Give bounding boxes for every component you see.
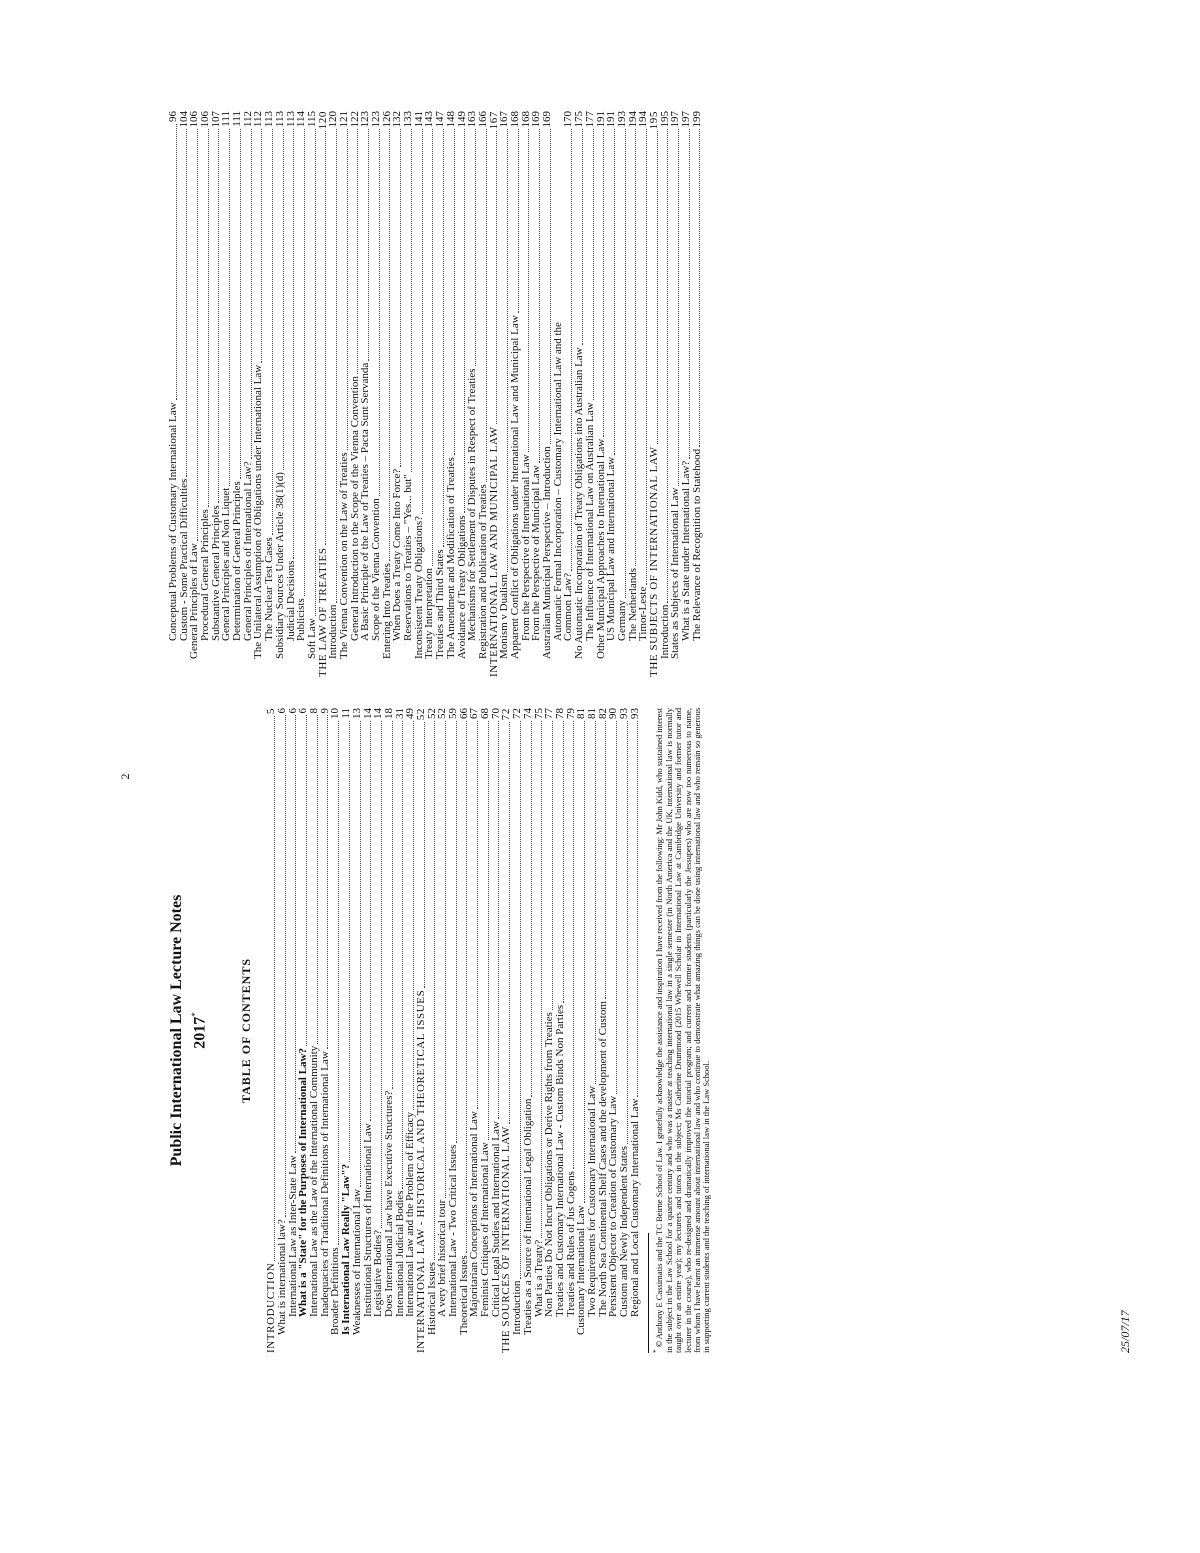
- toc-dot-leader: [349, 721, 350, 1162]
- toc-page-number: 52: [436, 708, 449, 719]
- toc-dot-leader: [347, 130, 348, 451]
- toc-dot-leader: [507, 130, 508, 573]
- toc-page-number: 167: [498, 111, 511, 128]
- toc-page-number: 114: [295, 111, 308, 128]
- toc-entry-title: International Judicial Bodies: [393, 1190, 406, 1317]
- toc-dot-leader: [646, 130, 647, 585]
- toc-page-number: 79: [564, 708, 577, 719]
- document-year: [186, 708, 209, 1353]
- toc-entry[interactable]: [318, 111, 329, 677]
- toc-dot-leader: [550, 130, 551, 445]
- toc-dot-leader: [667, 130, 668, 603]
- toc-page-number: 10: [329, 708, 342, 719]
- toc-entry-title: Inadequacies of Traditional Definitions of International Law: [318, 1051, 331, 1317]
- toc-entry-title: The Netherlands: [626, 568, 639, 641]
- toc-dot-leader: [475, 130, 476, 367]
- toc-page-number: 106: [188, 111, 201, 128]
- toc-dot-leader: [327, 716, 328, 1050]
- toc-dot-leader: [635, 130, 636, 567]
- toc-entry-title: General Principles of International Law?: [241, 461, 254, 641]
- toc-dot-leader: [261, 129, 262, 363]
- toc-entry-title: Persistent Objector to Creation of Customary Law: [607, 1095, 620, 1317]
- toc-dot-leader: [593, 130, 594, 401]
- toc-dot-leader: [357, 130, 358, 375]
- toc-dot-leader: [678, 130, 679, 486]
- toc-entry[interactable]: [501, 708, 512, 1353]
- toc-dot-leader: [456, 721, 457, 1143]
- toc-entry-title: THE LAW OF TREATIES: [316, 547, 329, 677]
- toc-dot-leader: [208, 130, 209, 508]
- toc-dot-leader: [627, 721, 628, 1144]
- toc-dot-leader: [424, 722, 425, 987]
- footnote: [652, 708, 711, 1353]
- toc-dot-leader: [251, 129, 252, 459]
- toc-entry-title: Timor-Leste: [637, 586, 650, 641]
- toc-dot-leader: [338, 721, 339, 1245]
- toc-page-number: 14: [361, 708, 374, 719]
- copyright-symbol: ©: [654, 1340, 665, 1348]
- toc-entry-title: The Influence of International Law on Australian Law: [583, 402, 596, 641]
- toc-dot-leader: [411, 130, 412, 473]
- toc-page-number: 112: [252, 111, 265, 128]
- toc-dot-leader: [488, 721, 489, 1140]
- toc-page-number: 195: [658, 111, 671, 128]
- toc-dot-leader: [336, 130, 337, 603]
- toc-entry[interactable]: [649, 111, 660, 677]
- toc-page-number: 6: [276, 708, 288, 714]
- toc-entry-title: What is a State under International Law?: [680, 460, 693, 641]
- toc-dot-leader: [637, 721, 638, 1097]
- toc-entry-title: Treaties as a Source of International Legal Obligation: [521, 1098, 534, 1335]
- toc-page-number: 112: [241, 111, 254, 128]
- toc-page-number: 113: [263, 111, 276, 128]
- toc-page-number: 115: [305, 111, 318, 128]
- toc-dot-leader: [571, 130, 572, 571]
- toc-entry-title: Treaties and Rules of Jus Cogens: [564, 1171, 577, 1317]
- toc-entry-title: Conceptual Problems of Customary International Law: [166, 402, 179, 641]
- toc-entry-title: The Nuclear Test Cases: [263, 537, 276, 641]
- toc-page-number: 6: [286, 708, 299, 714]
- toc-dot-leader: [573, 721, 574, 1169]
- toc-entry-title: A Basic Principle of the Law of Treaties – Pacta Sunt Servanda: [359, 362, 372, 641]
- toc-dot-leader: [392, 721, 393, 1089]
- toc-dot-leader: [400, 130, 401, 467]
- toc-dot-leader: [520, 721, 521, 1279]
- toc-entry[interactable]: [692, 111, 703, 677]
- toc-page-number: 74: [521, 708, 534, 719]
- toc-page-number: 148: [444, 111, 457, 128]
- toc-entry-title: What is a Treaty?: [532, 1239, 545, 1317]
- toc-dot-leader: [498, 721, 499, 1119]
- toc-dot-leader: [466, 721, 467, 1253]
- toc-dot-leader: [445, 721, 446, 1198]
- toc-entry-title: International Law as Inter-State Law: [286, 1155, 299, 1317]
- toc-page-number: 122: [348, 111, 361, 128]
- toc-entry-title: INTERNATIONAL LAW AND MUNICIPAL LAW: [487, 426, 500, 677]
- toc-dot-leader: [625, 130, 626, 599]
- toc-page-number: 68: [479, 708, 492, 719]
- toc-dot-leader: [496, 131, 497, 424]
- toc-page-number: 123: [359, 111, 372, 128]
- toc-entry-title: Registration and Publication of Treaties: [476, 484, 489, 659]
- toc-entry[interactable]: [352, 708, 363, 1353]
- toc-dot-leader: [432, 130, 433, 567]
- toc-entry-title: The Unilateral Assumption of Obligations under International Law: [252, 364, 265, 659]
- toc-entry-title: Weaknesses of International Law: [350, 1188, 363, 1335]
- toc-page-number: 93: [618, 708, 630, 719]
- toc-dot-leader: [595, 721, 596, 1084]
- toc-entry-title: Treaty Interpretation: [423, 568, 436, 659]
- toc-entry-title: Introduction: [511, 1280, 524, 1335]
- toc-dot-leader: [616, 721, 617, 1094]
- toc-dot-leader: [272, 129, 273, 535]
- toc-list-right: [168, 111, 702, 677]
- toc-entry-title: Treaties and Third States: [434, 549, 447, 659]
- toc-page-number: 66: [457, 708, 470, 719]
- toc-entry[interactable]: [523, 708, 534, 1353]
- toc-entry-title: Customary International Law: [575, 1205, 588, 1335]
- toc-page-number: 96: [166, 111, 179, 122]
- toc-dot-leader: [689, 130, 690, 459]
- year-text: 2017: [191, 1016, 209, 1049]
- toc-dot-leader: [531, 721, 532, 1097]
- toc-dot-leader: [509, 722, 510, 1124]
- toc-page-number: 175: [573, 111, 586, 128]
- toc-dot-leader: [563, 721, 564, 1003]
- toc-page-number: 11: [340, 708, 353, 719]
- toc-dot-leader: [304, 129, 305, 596]
- toc-dot-leader: [464, 130, 465, 514]
- toc-entry-title: Mechanisms for Settlement of Disputes in Respect of Treaties: [466, 368, 479, 641]
- toc-page-number: 6: [297, 708, 310, 714]
- toc-page-number: 78: [553, 708, 566, 719]
- toc-entry-title: What is international law?: [276, 1219, 288, 1335]
- toc-page-number: 59: [447, 708, 459, 719]
- toc-entry-title: Non Parties Do Not Incur Obligations or Derive Rights from Treaties: [543, 1012, 556, 1317]
- toc-entry-title: Other Municipal Approaches to International Law: [594, 438, 607, 659]
- toc-page-number: 123: [370, 111, 383, 128]
- toc-page-number: 111: [220, 111, 233, 127]
- toc-dot-leader: [368, 130, 369, 361]
- toc-entry[interactable]: [286, 111, 297, 677]
- toc-page-number: 126: [380, 111, 393, 128]
- toc-page-number: 191: [594, 111, 607, 128]
- toc-page-number: 194: [637, 111, 650, 128]
- toc-page-number: 81: [585, 708, 598, 719]
- toc-page-number: 75: [532, 708, 545, 719]
- toc-page-number: 120: [327, 111, 340, 128]
- toc-dot-leader: [528, 130, 529, 453]
- footnote-marker-ref: *: [652, 1349, 661, 1353]
- toc-entry-title: Entering Into Treaties: [380, 563, 393, 659]
- toc-page-number: 195: [647, 111, 660, 130]
- toc-entry-title: No Automatic Incorporation of Treaty Obligations into Australian Law: [573, 347, 586, 659]
- toc-dot-leader: [283, 129, 284, 470]
- toc-heading: TABLE OF CONTENTS: [239, 957, 254, 1104]
- toc-page-number: 9: [318, 708, 331, 714]
- toc-dot-leader: [360, 721, 361, 1187]
- left-column: [165, 708, 712, 1353]
- toc-entry-title: International Law as the Law of the International Community: [308, 1045, 321, 1317]
- toc-entry-title: Treaties and Customary International Law - Custom Binds Non Parties: [553, 1004, 566, 1317]
- toc-page-number: 133: [402, 111, 415, 128]
- toc-entry[interactable]: [296, 111, 307, 677]
- toc-dot-leader: [552, 721, 553, 1010]
- toc-page-number: 104: [177, 111, 190, 128]
- toc-page-number: 169: [541, 111, 554, 128]
- toc-dot-leader: [315, 129, 316, 616]
- toc-entry-title: From the Perspective of International Law: [519, 454, 532, 641]
- toc-page-number: 193: [615, 111, 628, 128]
- toc-page-number: 93: [628, 708, 641, 719]
- toc-dot-leader: [605, 721, 606, 999]
- toc-page-number: 166: [476, 111, 489, 128]
- toc-dot-leader: [240, 129, 241, 480]
- toc-entry[interactable]: [585, 111, 596, 677]
- toc-page-number: 5: [265, 708, 278, 715]
- footnote-marker: *: [190, 1012, 200, 1017]
- toc-page-number: 132: [391, 111, 404, 128]
- toc-page-number: 81: [575, 708, 588, 719]
- toc-page-number: 149: [455, 111, 468, 128]
- toc-entry-title: Judicial Decisions: [284, 560, 297, 641]
- toc-entry-title: Scope of the Vienna Convention: [370, 498, 383, 641]
- toc-dot-leader: [381, 721, 382, 1228]
- footnote-rule: [648, 1233, 649, 1353]
- toc-page-number: 113: [273, 111, 286, 128]
- toc-entry-title: General Principles and Non Liquet: [220, 487, 233, 641]
- toc-list-left: [266, 708, 640, 1353]
- toc-entry-title: Publicists: [295, 598, 308, 641]
- toc-entry-title: Inconsistent Treaty Obligations?: [412, 516, 425, 659]
- toc-dot-leader: [657, 131, 658, 444]
- toc-dot-leader: [306, 716, 307, 1047]
- toc-entry-title: Majoritarian Conceptions of International Law: [468, 1111, 481, 1317]
- toc-dot-leader: [614, 130, 615, 455]
- page-number: 2: [118, 773, 132, 780]
- toc-entry-title: Substantive General Principles: [209, 505, 222, 641]
- toc-entry-title: US Municipal Law and International Law: [605, 456, 618, 641]
- toc-dot-leader: [274, 716, 275, 1261]
- toc-page-number: 72: [511, 708, 524, 719]
- toc-entry-title: Reservations to Treaties – "Yes... but": [402, 474, 415, 641]
- toc-dot-leader: [582, 130, 583, 346]
- toc-page-number: 72: [500, 708, 513, 721]
- toc-page-number: 52: [414, 708, 427, 721]
- toc-dot-leader: [477, 721, 478, 1109]
- toc-page-number: 52: [425, 708, 438, 719]
- toc-entry[interactable]: [555, 708, 566, 1353]
- toc-entry-title: Critical Legal Studies and International Law: [489, 1121, 502, 1317]
- toc-page-number: 67: [468, 708, 481, 719]
- toc-entry-title: Introduction: [327, 604, 340, 659]
- toc-dot-leader: [422, 130, 423, 515]
- toc-dot-leader: [218, 130, 219, 504]
- toc-dot-leader: [379, 130, 380, 497]
- toc-entry-title: Avoidance of Treaty Obligations: [455, 515, 468, 659]
- toc-dot-leader: [370, 721, 371, 1121]
- toc-dot-leader: [402, 721, 403, 1189]
- toc-page-number: 8: [308, 708, 321, 714]
- toc-page-number: 177: [583, 111, 596, 128]
- toc-entry[interactable]: [384, 708, 395, 1353]
- toc-entry-title: Theoretical Issues: [457, 1255, 470, 1335]
- toc-entry-title: What is a "State" for the Purposes of International Law?: [297, 1048, 310, 1317]
- toc-page-number: 90: [607, 708, 620, 719]
- toc-entry[interactable]: [606, 111, 617, 677]
- toc-page-number: 197: [669, 111, 682, 128]
- toc-page-number: 106: [199, 111, 212, 128]
- toc-page-number: 199: [690, 111, 703, 128]
- toc-entry-title: Legislative Bodies?: [372, 1229, 385, 1317]
- toc-page-number: 120: [316, 111, 329, 130]
- toc-entry-title: International Law and the Problem of Efficacy: [404, 1111, 417, 1317]
- toc-entry-title: Is International Law Really "Law"?: [340, 1163, 353, 1335]
- toc-entry-title-continued: Common Law?: [562, 572, 575, 641]
- toc-entry-title: States as Subjects of International Law: [669, 487, 682, 659]
- toc-dot-leader: [197, 130, 198, 542]
- toc-entry-title: Procedural General Principles: [199, 509, 212, 641]
- toc-dot-leader: [186, 130, 187, 477]
- footnote-text: Anthony E Cassimatis and the TC Beirne School of Law. I gratefully acknowledge the assistance and inspiration I have received from the following: Mr John Kidd, who sustained interest in the subject in the Law School for a quarter century and who was a master at teaching international law in a single semester (in North America and the UK, international law is normally taught over an entire year); my lecturers and tutors in the subject; Ms Catherine Drummond (2015 Whewell Scholar in International Law at Cambridge University and former tutor and lecturer in the course), who re-designed and dramatically improved the tutorial program; and current and former students (particularly the Jessupers) who are now too numerous to name, from whom I have learnt an immense amount about international law and who continue to demonstrate what amazing things can be done using international law and who remain so generous in supporting current students and the teaching of international law in the Law School.: [654, 708, 712, 1353]
- toc-page-number: 31: [393, 708, 406, 719]
- toc-page-number: 18: [382, 708, 395, 719]
- toc-dot-leader: [584, 721, 585, 1203]
- toc-entry-title: Automatic Formal Incorporation – Customary International Law and the: [551, 322, 564, 641]
- toc-page-number: 169: [530, 111, 543, 128]
- toc-entry-title: Australian Municipal Perspective – Introduction: [541, 446, 554, 659]
- toc-entry-title: Institutional Structures of International Law: [361, 1123, 374, 1317]
- toc-page-number: 147: [434, 111, 447, 128]
- toc-entry-title: Feminist Critiques of International Law: [479, 1142, 492, 1317]
- toc-page-number: 49: [404, 708, 417, 719]
- toc-page-number: 14: [372, 708, 385, 719]
- toc-entry-title: The Amendment and Modification of Treaties: [444, 457, 457, 659]
- toc-entry-title: INTERNATIONAL LAW - HISTORICAL AND THEORETICAL ISSUES: [414, 989, 427, 1353]
- document-title: Public International Law Lecture Notes: [168, 894, 185, 1167]
- toc-entry-title: Custom and Newly Independent States: [618, 1145, 630, 1317]
- toc-entry-title: The North Sea Continental Shelf Cases and the development of Custom: [596, 1001, 609, 1317]
- toc-dot-leader: [295, 716, 296, 1154]
- toc-page-number: 82: [596, 708, 609, 719]
- toc-entry-title: General Principles of Law: [188, 543, 201, 659]
- toc-dot-leader: [518, 130, 519, 314]
- toc-entry[interactable]: [446, 111, 457, 677]
- toc-entry-title: When Does a Treaty Come Into Force?: [391, 468, 404, 641]
- toc-page-number: 163: [466, 111, 479, 128]
- toc-entry-title: Broader Definitions: [329, 1247, 342, 1335]
- toc-entry-title: THE SOURCES OF INTERNATIONAL LAW: [500, 1126, 513, 1353]
- toc-page-number: 113: [284, 111, 297, 128]
- toc-page-number: 141: [412, 111, 425, 128]
- toc-page-number: 13: [350, 708, 363, 719]
- toc-entry-title: A very brief historical tour: [436, 1199, 449, 1317]
- toc-entry-title: Historical Issues: [425, 1261, 438, 1335]
- footer-date: 25/07/17: [1118, 1310, 1132, 1353]
- toc-page-number: 191: [605, 111, 618, 128]
- toc-page-number: 167: [487, 111, 500, 130]
- toc-entry-title: Germany: [615, 600, 628, 641]
- toc-entry-title: Soft Law: [305, 618, 318, 659]
- toc-dot-leader: [486, 130, 487, 483]
- toc-entry-title: International Law - Two Critical Issues: [447, 1144, 459, 1317]
- toc-entry[interactable]: [416, 708, 427, 1353]
- toc-page-number: 111: [231, 111, 244, 127]
- toc-dot-leader: [229, 129, 230, 486]
- toc-entry-title: Regional and Local Customary International Law: [628, 1098, 641, 1317]
- toc-entry-title: The Relevance of Recognition to Statehood: [690, 448, 703, 641]
- toc-entry-title: The Vienna Convention on the Law of Treaties: [337, 452, 350, 659]
- toc-page-number: 107: [209, 111, 222, 128]
- toc-entry-title: From the Perspective of Municipal Law: [530, 465, 543, 641]
- toc-dot-leader: [699, 130, 700, 447]
- right-column: [168, 111, 702, 677]
- toc-page-number: 77: [543, 708, 556, 719]
- toc-dot-leader: [285, 716, 286, 1218]
- toc-entry-title: Does International Law have Executive Structures?: [382, 1090, 395, 1317]
- toc-entry[interactable]: [553, 111, 574, 677]
- toc-entry[interactable]: [630, 708, 641, 1353]
- toc-dot-leader: [603, 130, 604, 437]
- toc-entry-title: Introduction: [658, 604, 671, 659]
- toc-entry-title: THE SUBJECTS OF INTERNATIONAL LAW: [647, 446, 660, 677]
- toc-dot-leader: [454, 130, 455, 456]
- toc-dot-leader: [317, 716, 318, 1044]
- toc-dot-leader: [539, 130, 540, 464]
- toc-entry-title: General Introduction to the Scope of the Vienna Convention: [348, 376, 361, 641]
- toc-entry-title: INTRODUCTION: [265, 1262, 278, 1353]
- toc-page-number: 170: [562, 111, 575, 128]
- toc-dot-leader: [389, 130, 390, 562]
- toc-dot-leader: [541, 721, 542, 1238]
- toc-page-number: 121: [337, 111, 350, 128]
- toc-dot-leader: [176, 124, 177, 400]
- toc-dot-leader: [443, 130, 444, 548]
- toc-dot-leader: [434, 721, 435, 1260]
- toc-entry[interactable]: [617, 111, 628, 677]
- toc-entry-title: Custom - Some Practical Difficulties: [177, 478, 190, 641]
- toc-entry-title: Determination of General Principles: [231, 481, 244, 641]
- toc-page-number: 168: [508, 111, 521, 128]
- toc-dot-leader: [293, 129, 294, 559]
- toc-dot-leader: [325, 131, 326, 545]
- toc-entry-title: Subsidiary Sources Under Article 38(1)(d): [273, 472, 286, 659]
- toc-entry-title: Monism v Dualism: [498, 574, 511, 659]
- toc-page-number: 168: [519, 111, 532, 128]
- toc-page-number: 143: [423, 111, 436, 128]
- toc-entry[interactable]: [275, 111, 286, 677]
- toc-entry-title: Two Requirements for Customary International Law: [585, 1085, 598, 1317]
- toc-page-number: 197: [680, 111, 693, 128]
- toc-page-number: 70: [489, 708, 502, 719]
- toc-entry-title: Apparent Conflict of Obligations under International Law and Municipal Law: [508, 315, 521, 659]
- toc-dot-leader: [413, 721, 414, 1110]
- toc-page-number: 194: [626, 111, 639, 128]
